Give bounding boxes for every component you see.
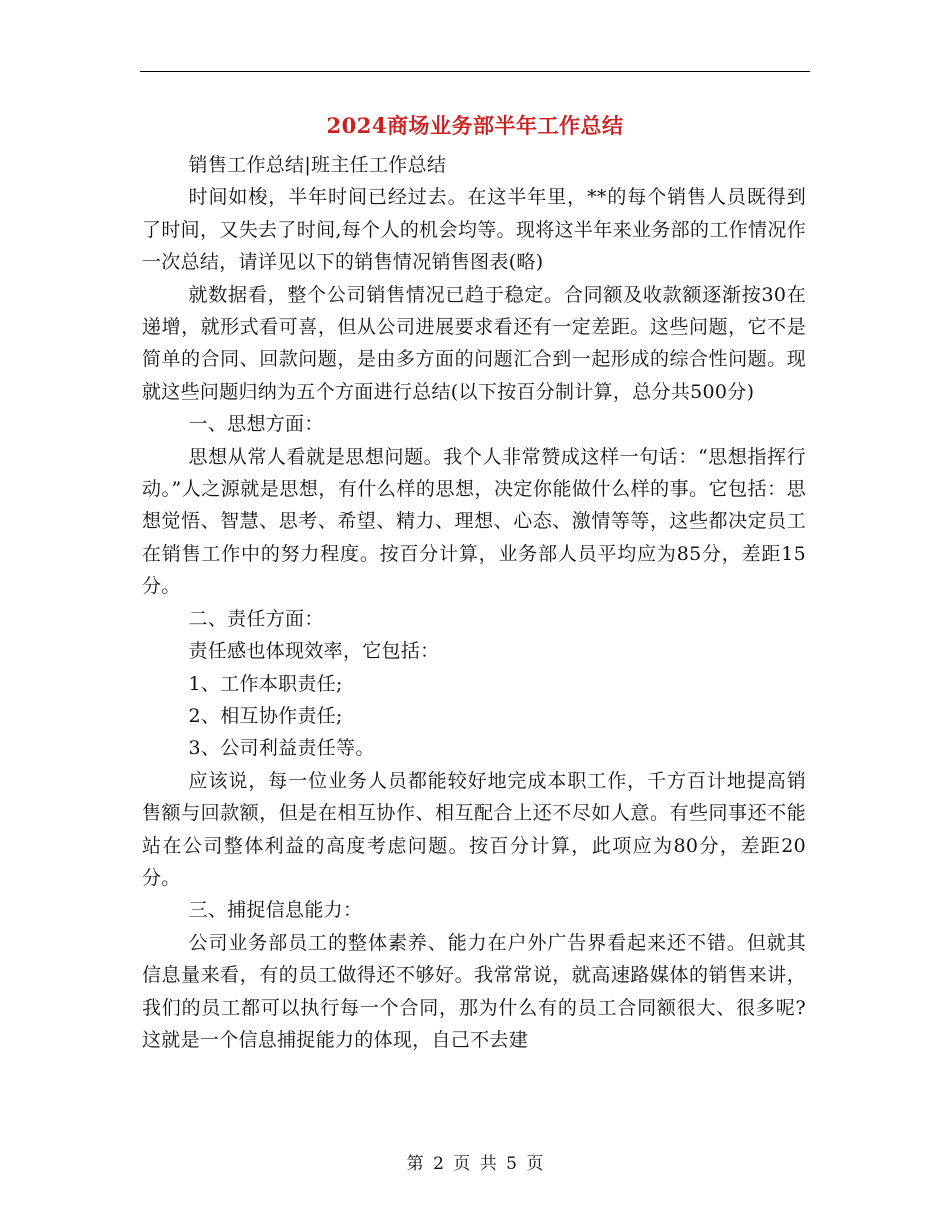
list-item: 1、工作本职责任;: [188, 672, 343, 695]
paragraph-intro: 时间如梭，半年时间已经过去。在这半年里，**的每个销售人员既得到了时间，又失去了时间,每个人的机会均等。现将这半年来业务部的工作情况作一次总结，请详见以下的销售情况销售图表(略): [142, 186, 806, 274]
list-item: 2、相互协作责任;: [188, 704, 343, 727]
paragraph-data-overview: 就数据看，整个公司销售情况已趋于稳定。合同额及收款额逐渐按30在递增，就形式看可喜，但从公司进展要求看还有一定差距。这些问题，它不是简单的合同、回款问题，是由多方面的问题汇合到一起形成的综合性问题。现就这些问题归纳为五个方面进行总结(以下按百分制计算，总分共500分): [142, 283, 806, 403]
section-heading-information: 三、捕捉信息能力：: [188, 899, 363, 922]
section-heading-thought: 一、思想方面：: [188, 413, 324, 436]
page-number-footer: 第 2 页 共 5 页: [406, 1154, 544, 1174]
paragraph-category: 销售工作总结|班主任工作总结: [188, 154, 447, 176]
section-heading-responsibility: 二、责任方面：: [188, 607, 324, 630]
paragraph-responsibility-intro: 责任感也体现效率，它包括：: [188, 640, 440, 663]
paragraph-thought: 思想从常人看就是思想问题。我个人非常赞成这样一句话：“思想指挥行动。”人之源就是思想，有什么样的思想，决定你能做什么样的事。它包括：思想觉悟、智慧、思考、希望、精力、理想、心态、激情等等，这些都决定员工在销售工作中的努力程度。按百分计算，业务部人员平均应为85分，差距15分。: [142, 445, 806, 598]
paragraph-information: 公司业务部员工的整体素养、能力在户外广告界看起来还不错。但就其信息量来看，有的员工做得还不够好。我常常说，就高速路媒体的销售来讲，我们的员工都可以执行每一个合同，那为什么有的员工合同额很大、很多呢?这就是一个信息捕捉能力的体现，自己不去建: [142, 931, 806, 1051]
list-item: 3、公司利益责任等。: [188, 737, 375, 760]
paragraph-responsibility: 应该说，每一位业务人员都能较好地完成本职工作，千方百计地提高销售额与回款额，但是在相互协作、相互配合上还不尽如人意。有些同事还不能站在公司整体利益的高度考虑问题。按百分计算，此项应为80分，差距20分。: [142, 769, 806, 889]
document-title: 2024商场业务部半年工作总结: [326, 113, 624, 138]
header-rule: [140, 71, 810, 72]
document-body: [142, 149, 806, 1056]
